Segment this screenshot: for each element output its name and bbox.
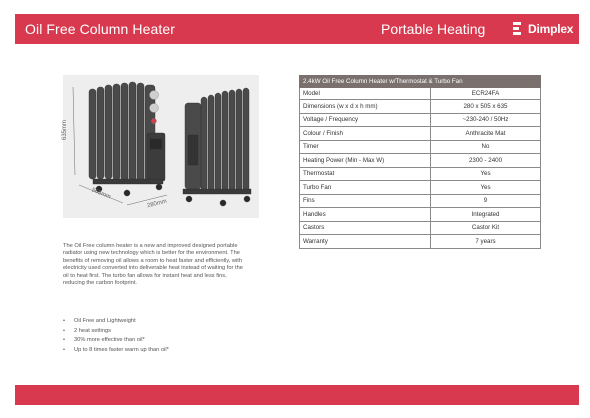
width-dimension-label: 280mm	[146, 198, 168, 210]
table-row	[300, 181, 541, 195]
product-image	[63, 75, 259, 218]
spec-value: ECR24FA	[431, 88, 541, 100]
list-item: • 30% more effective than oil*	[63, 336, 253, 346]
spec-label: Voltage / Frequency	[300, 113, 431, 127]
table-row	[300, 167, 541, 181]
table-row	[300, 221, 541, 235]
spec-label: Castors	[300, 221, 431, 235]
table-row	[300, 194, 541, 208]
spec-label: Turbo Fan	[300, 181, 431, 195]
spec-value: 2300 - 2400	[431, 154, 541, 168]
dimplex-logo-icon	[513, 22, 526, 36]
section-title: Portable Heating	[381, 21, 486, 37]
table-row	[300, 235, 541, 249]
document-title: Oil Free Column Heater	[25, 21, 176, 37]
spec-value: Castor Kit	[431, 221, 541, 235]
spec-value: 7 years	[431, 235, 541, 249]
brand-name: Dimplex	[528, 22, 574, 36]
spec-label: Dimensions (w x d x h mm)	[300, 100, 431, 114]
heater-illustration	[63, 75, 259, 218]
spec-label: Timer	[300, 140, 431, 154]
spec-label: Warranty	[300, 235, 431, 249]
list-item: • Up to 8 times faster warm up than oil*	[63, 346, 253, 356]
spec-value: Anthracite Mat	[431, 127, 541, 141]
spec-value: Integrated	[431, 208, 541, 222]
spec-value: No	[431, 140, 541, 154]
spec-label: Fins	[300, 194, 431, 208]
table-row	[300, 140, 541, 154]
footer-banner	[15, 385, 579, 405]
table-row	[300, 113, 541, 127]
specification-table	[299, 75, 541, 249]
spec-label: Thermostat	[300, 167, 431, 181]
spec-value: ~230-240 / 50Hz	[431, 113, 541, 127]
table-row	[300, 88, 541, 100]
spec-value: Yes	[431, 181, 541, 195]
table-row	[300, 100, 541, 114]
spec-label: Handles	[300, 208, 431, 222]
table-row	[300, 127, 541, 141]
spec-value: 9	[431, 194, 541, 208]
spec-label: Heating Power (Min - Max W)	[300, 154, 431, 168]
spec-label: Model	[300, 88, 431, 100]
table-row	[300, 208, 541, 222]
spec-value: Yes	[431, 167, 541, 181]
spec-table-title: 2.4kW Oil Free Column Heater w/Thermostat & Turbo Fan	[300, 76, 541, 88]
feature-list	[63, 317, 253, 355]
table-row	[300, 154, 541, 168]
header-banner	[15, 14, 579, 44]
list-item: • 2 heat settings	[63, 327, 253, 337]
list-item: • Oil Free and Lightweight	[63, 317, 253, 327]
spec-value: 280 x 505 x 635	[431, 100, 541, 114]
dimplex-logo	[513, 21, 573, 37]
product-description: The Oil Free column heater is a new and improved designed portable radiator using new technology which is better for the environment. The benefits of removing oil allows a room to heat faster and efficiently, with electricity used converted into deliverable heat instead of waiting for the oil to heat first. The turbo fan allows for instant heat and less fins, reducing the carbon footprint.	[63, 243, 243, 287]
depth-dimension-label: 505mm	[90, 187, 112, 201]
spec-label: Colour / Finish	[300, 127, 431, 141]
height-dimension-label: 635mm	[62, 119, 69, 141]
